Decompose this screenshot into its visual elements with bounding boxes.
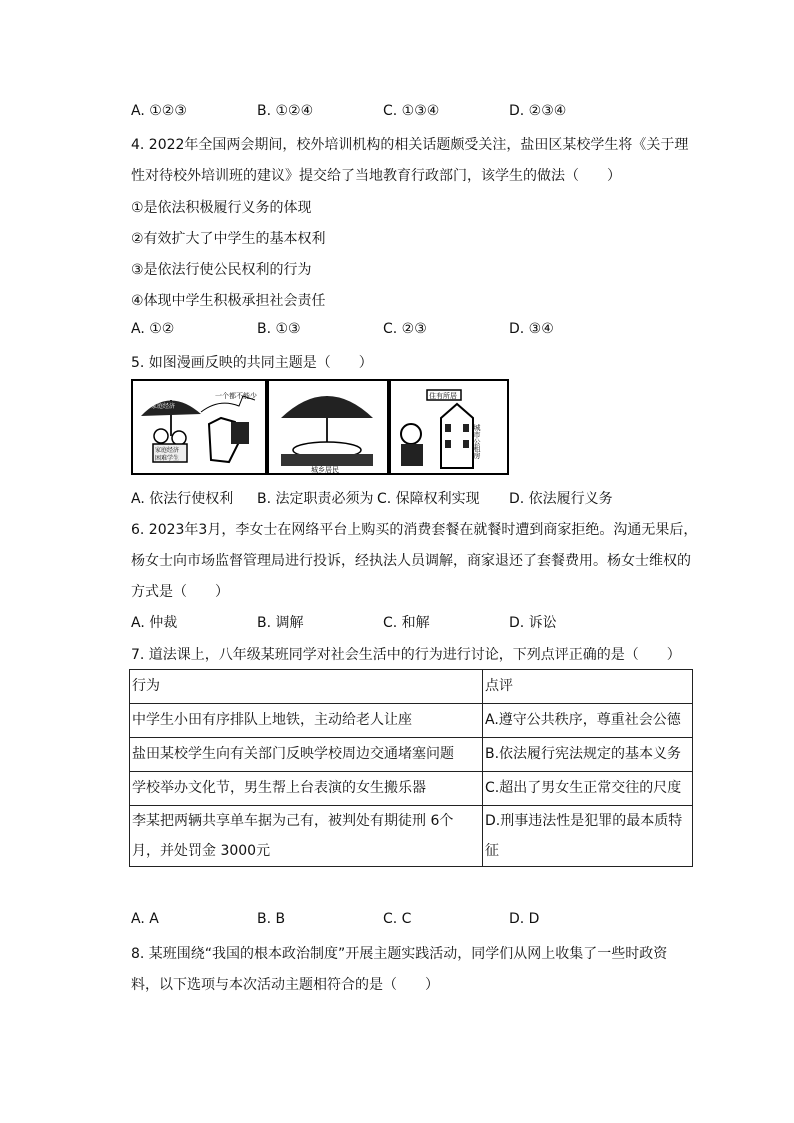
q7-option-b[interactable]: B. B bbox=[257, 911, 286, 927]
table-header-row bbox=[130, 670, 693, 704]
panel3-sign-text: 住有所居 bbox=[429, 392, 457, 400]
panel1-umbrella-text: 家庭经济 bbox=[151, 403, 176, 410]
worker-figure-icon bbox=[401, 424, 421, 444]
panel3-building-text: 城市公租房 bbox=[473, 424, 481, 459]
q5-option-b[interactable]: B. 法定职责必须为 bbox=[257, 491, 374, 507]
q5-option-d[interactable]: D. 依法履行义务 bbox=[509, 491, 613, 507]
q3-option-d[interactable]: D. ②③④ bbox=[509, 103, 567, 119]
q7-option-c[interactable]: C. C bbox=[383, 911, 412, 927]
q6-option-d[interactable]: D. 诉讼 bbox=[509, 615, 557, 631]
q7-behavior-table bbox=[129, 669, 693, 867]
table-header-comment: 点评 bbox=[483, 670, 693, 704]
table-cell: D.刑事违法性是犯罪的最本质特征 bbox=[483, 806, 693, 867]
table-cell: 中学生小田有序排队上地铁，主动给老人让座 bbox=[130, 704, 483, 738]
q7-stem: 7. 道法课上，八年级某班同学对社会生活中的行为进行讨论，下列点评正确的是（ ） bbox=[131, 647, 681, 663]
panel1-bubble-text: 一个都不能少 bbox=[215, 392, 257, 400]
q3-options bbox=[131, 103, 691, 123]
q8-stem-line2: 料，以下选项与本次活动主题相符合的是（ ） bbox=[131, 977, 439, 993]
q5-cartoon-image bbox=[131, 378, 509, 476]
q4-options bbox=[131, 321, 691, 341]
table-cell: A.遵守公共秩序，尊重社会公德 bbox=[483, 704, 693, 738]
q5-option-c[interactable]: C. 保障权利实现 bbox=[377, 491, 480, 507]
table-row bbox=[130, 738, 693, 772]
q4-item-1: ①是依法积极履行义务的体现 bbox=[131, 200, 312, 216]
q3-option-b[interactable]: B. ①②④ bbox=[257, 103, 314, 119]
q7-option-a[interactable]: A. A bbox=[131, 911, 159, 927]
q5-options bbox=[131, 488, 691, 508]
q4-option-b[interactable]: B. ①③ bbox=[257, 321, 301, 337]
q7-options bbox=[131, 911, 691, 931]
table-header-behavior: 行为 bbox=[130, 670, 483, 704]
q5-option-a[interactable]: A. 依法行使权利 bbox=[131, 491, 234, 507]
table-row bbox=[130, 806, 693, 867]
table-cell: B.依法履行宪法规定的基本义务 bbox=[483, 738, 693, 772]
table-row bbox=[130, 772, 693, 806]
q6-options bbox=[131, 612, 691, 632]
table-cell: 李某把两辆共享单车据为己有，被判处有期徒刑 6个月，并处罚金 3000元 bbox=[130, 806, 483, 867]
q8-stem-line1: 8. 某班围绕“我国的根本政治制度”开展主题实践活动，同学们从网上收集了一些时政资 bbox=[131, 946, 668, 962]
table-cell: 学校举办文化节，男生帮上台表演的女生搬乐器 bbox=[130, 772, 483, 806]
q4-stem-line2: 性对待校外培训班的建议》提交给了当地教育行政部门，该学生的做法（ ） bbox=[131, 168, 621, 184]
city-skyline-icon bbox=[281, 454, 373, 466]
q7-option-d[interactable]: D. D bbox=[509, 911, 540, 927]
apartment-building-icon bbox=[441, 404, 473, 468]
panel2-label-text: 城乡居民 bbox=[311, 466, 339, 474]
table-cell: C.超出了男女生正常交往的尺度 bbox=[483, 772, 693, 806]
q4-option-a[interactable]: A. ①② bbox=[131, 321, 175, 337]
q6-option-c[interactable]: C. 和解 bbox=[383, 615, 430, 631]
table-row bbox=[130, 704, 693, 738]
table-cell: 盐田某校学生向有关部门反映学校周边交通堵塞问题 bbox=[130, 738, 483, 772]
q6-stem-line3: 方式是（ ） bbox=[131, 584, 229, 600]
q4-item-4: ④体现中学生积极承担社会责任 bbox=[131, 293, 326, 309]
q6-option-a[interactable]: A. 仲裁 bbox=[131, 615, 178, 631]
q6-stem-line1: 6. 2023年3月，李女士在网络平台上购买的消费套餐在就餐时遭到商家拒绝。沟通无果后， bbox=[131, 522, 698, 538]
q4-stem-line1: 4. 2022年全国两会期间，校外培训机构的相关话题颇受关注，盐田区某校学生将《关于理 bbox=[131, 137, 689, 153]
q4-option-d[interactable]: D. ③④ bbox=[509, 321, 554, 337]
q6-option-b[interactable]: B. 调解 bbox=[257, 615, 304, 631]
q5-stem: 5. 如图漫画反映的共同主题是（ ） bbox=[131, 355, 373, 371]
q4-option-c[interactable]: C. ②③ bbox=[383, 321, 427, 337]
q6-stem-line2: 杨女士向市场监督管理局进行投诉，经执法人员调解，商家退还了套餐费用。杨女士维权的 bbox=[131, 553, 691, 569]
panel1-sign-text: 家庭经济困难学生 bbox=[155, 447, 180, 462]
q3-option-c[interactable]: C. ①③④ bbox=[383, 103, 440, 119]
q4-item-3: ③是依法行使公民权利的行为 bbox=[131, 262, 312, 278]
q3-option-a[interactable]: A. ①②③ bbox=[131, 103, 187, 119]
q4-item-2: ②有效扩大了中学生的基本权利 bbox=[131, 231, 326, 247]
